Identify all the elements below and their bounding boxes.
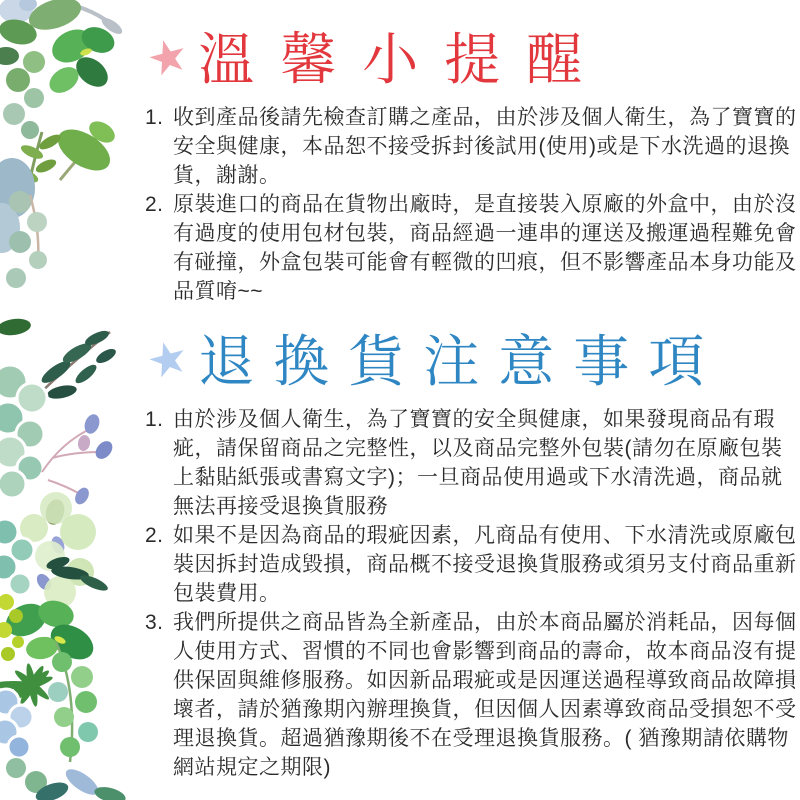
item-number: 1.	[145, 408, 164, 432]
item-number: 2.	[145, 193, 164, 217]
section-warm-reminder	[140, 26, 797, 306]
warm-reminder-list	[145, 103, 797, 306]
greenery-border-illustration	[0, 0, 140, 800]
item-text: 收到產品後請先檢查訂購之產品，由於涉及個人衛生，為了寶寶的安全與健康，本品恕不接受拆封後試用(使用)或是下水洗過的退換貨，謝謝。	[173, 106, 797, 188]
item-text: 由於涉及個人衛生，為了寶寶的安全與健康，如果發現商品有瑕疵，請保留商品之完整性，以及商品完整外包裝(請勿在原廠包裝上黏貼紙張或書寫文字)；一旦商品使用過或下水清洗過，商品就無法再接受退換貨服務	[173, 408, 783, 519]
item-number: 3.	[145, 611, 164, 635]
warm-reminder-heading	[140, 26, 797, 93]
list-item	[145, 190, 797, 306]
list-item	[145, 608, 797, 782]
return-policy-title: 退換貨注意事項	[198, 330, 724, 394]
item-number: 1.	[145, 106, 164, 130]
list-item	[145, 405, 797, 521]
item-number: 2.	[145, 524, 164, 548]
return-policy-list	[145, 405, 797, 782]
return-policy-heading	[140, 328, 797, 395]
star-icon: ★	[140, 328, 195, 390]
notice-content	[140, 26, 797, 782]
warm-reminder-title: 溫馨小提醒	[198, 28, 609, 91]
list-item	[145, 521, 797, 608]
item-text: 原裝進口的商品在貨物出廠時，是直接裝入原廠的外盒中，由於沒有過度的使用包材包裝，商品經過一連串的運送及搬運過程難免會有碰撞，外盒包裝可能會有輕微的凹痕，但不影響產品本身功能及品質唷~~	[173, 193, 797, 304]
item-text: 如果不是因為商品的瑕疵因素，凡商品有使用、下水清洗或原廠包裝因拆封造成毀損，商品概不接受退換貨服務或須另支付商品重新包裝費用。	[173, 524, 797, 606]
list-item	[145, 103, 797, 190]
star-icon: ★	[140, 26, 195, 88]
item-text: 我們所提供之商品皆為全新產品，由於本商品屬於消耗品，因每個人使用方式、習慣的不同也會影響到商品的壽命，故本商品沒有提供保固與維修服務。如因新品瑕疵或是因運送過程導致商品故障損壞者，請於猶豫期內辦理換貨，但因個人因素導致商品受損恕不受理退換貨。超過猶豫期後不在受理退換貨服務。( 猶豫期請依購物網站規定之期限)	[173, 611, 797, 780]
section-return-policy	[140, 328, 797, 782]
